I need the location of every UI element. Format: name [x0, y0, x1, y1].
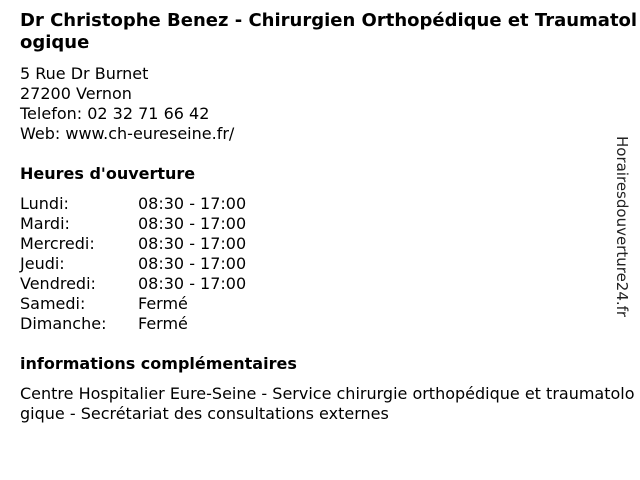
- hours-row-friday: [20, 274, 246, 294]
- website-link: Web: www.ch-eureseine.fr/: [20, 124, 235, 143]
- day-name: Dimanche:: [20, 314, 107, 333]
- opening-hours-table: [20, 194, 246, 334]
- day-hours: 08:30 - 17:00: [138, 214, 247, 233]
- day-name: Mardi:: [20, 214, 70, 233]
- day-hours: Fermé: [138, 294, 188, 313]
- address-city: 27200 Vernon: [20, 84, 132, 103]
- day-name: Lundi:: [20, 194, 69, 213]
- opening-hours-heading: Heures d'ouverture: [20, 164, 196, 183]
- address-block: [20, 64, 234, 144]
- hours-row-wednesday: [20, 234, 246, 254]
- address-street: 5 Rue Dr Burnet: [20, 64, 149, 83]
- additional-info-text: Centre Hospitalier Eure-Seine - Service chirurgie orthopédique et traumatologique - Secrétariat des consultations externes: [20, 384, 635, 423]
- day-name: Mercredi:: [20, 234, 95, 253]
- phone-number: Telefon: 02 32 71 66 42: [20, 104, 210, 123]
- day-name: Samedi:: [20, 294, 86, 313]
- day-name: Jeudi:: [20, 254, 65, 273]
- day-hours: 08:30 - 17:00: [138, 234, 247, 253]
- hours-row-thursday: [20, 254, 246, 274]
- hours-row-saturday: [20, 294, 246, 314]
- day-hours: 08:30 - 17:00: [138, 254, 247, 273]
- day-hours: Fermé: [138, 314, 188, 333]
- day-name: Vendredi:: [20, 274, 96, 293]
- hours-row-monday: [20, 194, 246, 214]
- additional-info-heading: informations complémentaires: [20, 354, 297, 373]
- site-watermark: Horairesdouverture24.fr: [613, 136, 631, 318]
- day-hours: 08:30 - 17:00: [138, 194, 247, 213]
- page-title: Dr Christophe Benez - Chirurgien Orthopédique et Traumatologique: [20, 10, 638, 53]
- hours-row-sunday: [20, 314, 246, 334]
- hours-row-tuesday: [20, 214, 246, 234]
- day-hours: 08:30 - 17:00: [138, 274, 247, 293]
